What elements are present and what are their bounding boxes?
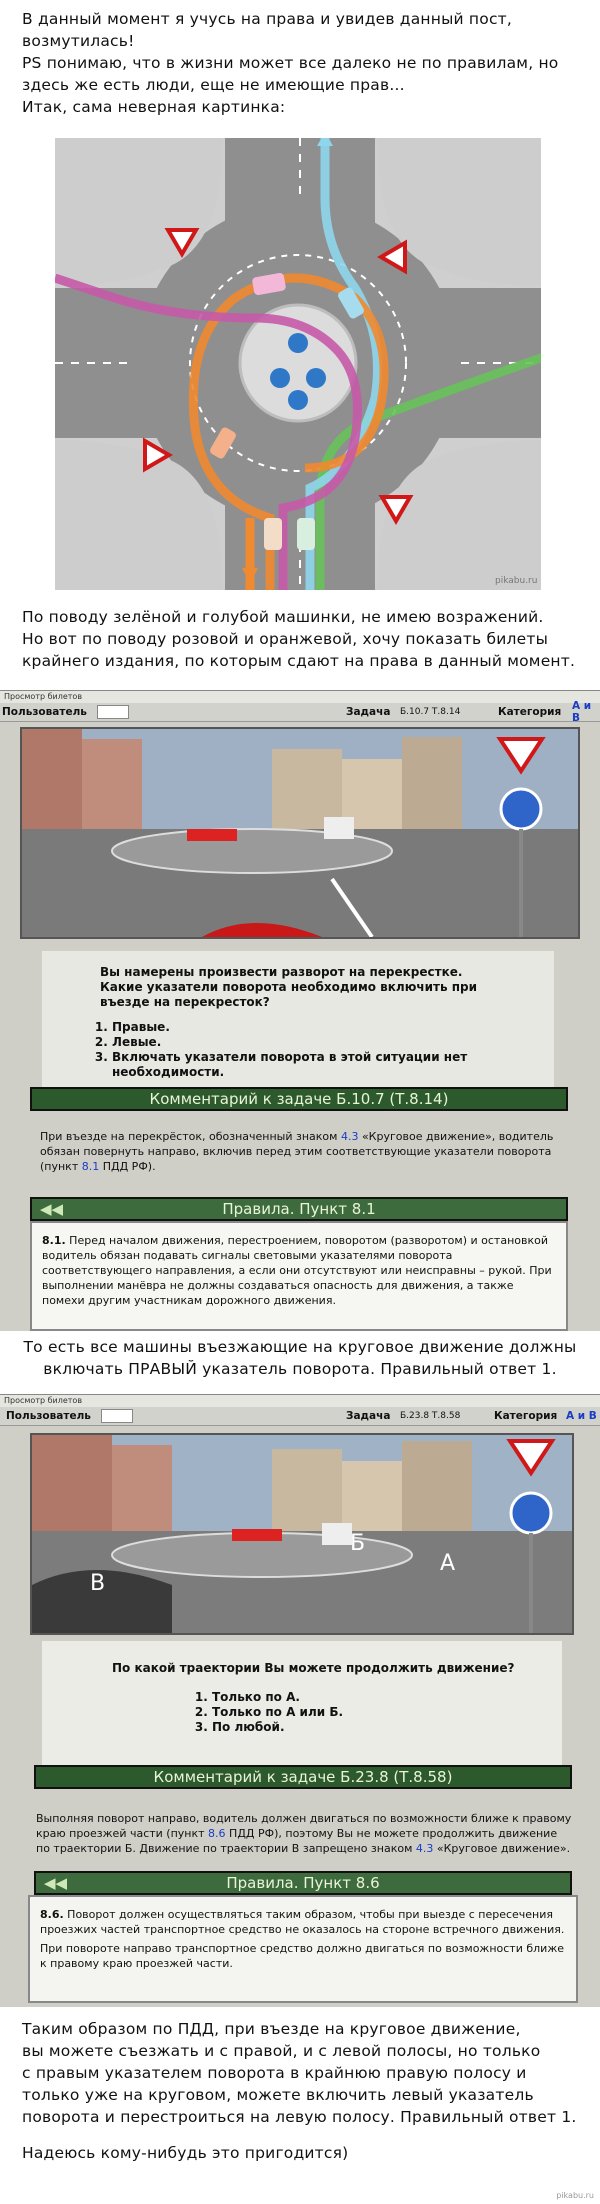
trajectory-label-a: А (440, 1551, 456, 1576)
answers-list (42, 1690, 562, 1735)
question-box-1 (42, 951, 554, 1089)
answers-list (42, 1020, 554, 1080)
intro-line: возмутилась! (22, 32, 135, 50)
text-line: включать ПРАВЫЙ указатель поворота. Правильный ответ 1. (43, 1360, 557, 1378)
trajectory-label-b: Б (350, 1531, 366, 1556)
intro-line: PS понимаю, что в жизни может все далеко не по правилам, но (22, 54, 559, 72)
task-value: Б.23.8 Т.8.58 (400, 1411, 461, 1421)
category-value: А и В (566, 1410, 597, 1422)
intro-line: здесь же есть люди, еще не имеющие прав... (22, 76, 405, 94)
intro-line: Итак, сама неверная картинка: (22, 98, 286, 116)
answer-option[interactable]: 2. Левые. (112, 1035, 554, 1050)
rule-text: Поворот должен осуществляться таким образом, чтобы при выезде с пересечения проезжих частей транспортное средство не оказалось на стороне встречного движения. (40, 1908, 565, 1936)
rule-header-2 (34, 1871, 572, 1895)
roundabout-sign-icon (511, 1493, 551, 1533)
answer-option[interactable]: 3. По любой. (212, 1720, 562, 1735)
question-text: По какой траектории Вы можете продолжить движение? (112, 1661, 515, 1675)
answer-option[interactable]: 1. Только по А. (212, 1690, 562, 1705)
arrow-sign-icon (288, 333, 308, 353)
text-line: То есть все машины въезжающие на круговое движение должны (23, 1338, 577, 1356)
roundabout-diagram (55, 138, 541, 590)
text-line: только уже на круговом, можете включить левый указатель (22, 2086, 534, 2104)
trajectory-label-v: В (90, 1571, 106, 1596)
user-input[interactable] (97, 705, 129, 719)
ticket-window-2 (0, 1394, 600, 2007)
user-label: Пользователь (2, 706, 87, 718)
text-line: поворота и перестроиться на левую полосу. Правильный ответ 1. (22, 2108, 577, 2126)
rule-link[interactable]: 8.1 (81, 1160, 100, 1173)
rule-header-1 (30, 1197, 568, 1221)
rule-title: Правила. Пункт 8.6 (226, 1874, 380, 1892)
sign-link[interactable]: 4.3 (415, 1842, 434, 1855)
comment-header-1: Комментарий к задаче Б.10.7 (Т.8.14) (30, 1087, 568, 1111)
text-line (22, 2128, 592, 2142)
sign-link[interactable]: 4.3 (340, 1130, 359, 1143)
user-label: Пользователь (6, 1410, 91, 1422)
text-line: По поводу зелёной и голубой машинки, не имею возражений. (22, 608, 544, 626)
question-text: Вы намерены произвести разворот на перекрестке. Какие указатели поворота необходимо включить при въезде на перекресток? (100, 965, 478, 1009)
task-label: Задача (346, 1410, 391, 1422)
car-icon (264, 518, 282, 550)
user-input[interactable] (101, 1409, 133, 1423)
text-line: Но вот по поводу розовой и оранжевой, хочу показать билеты (22, 630, 549, 648)
answer-option[interactable]: 1. Правые. (112, 1020, 554, 1035)
rule-title: Правила. Пункт 8.1 (222, 1200, 376, 1218)
arrow-sign-icon (288, 390, 308, 410)
text-line: с правым указателем поворота в крайнюю правую полосу и (22, 2064, 527, 2082)
task-value: Б.10.7 Т.8.14 (400, 707, 461, 717)
ticket-toolbar (0, 1407, 600, 1426)
watermark: pikabu.ru (495, 576, 538, 586)
comment-body-2: Выполняя поворот направо, водитель должен двигаться по возможности ближе к правому краю проезжей части (пункт 8.6 ПДД РФ), поэтому Вы не можете продолжить движение по траектории Б. Движение по траектории В запрещено знаком 4.3 «Круговое движение». (36, 1812, 572, 1855)
category-label: Категория (494, 1410, 558, 1422)
roundabout-sign-icon (501, 789, 541, 829)
category-value: А и В (572, 700, 592, 724)
intro-line: В данный момент я учусь на права и увидев данный пост, (22, 10, 513, 28)
rule-body-1 (30, 1221, 568, 1331)
rule-number: 8.6. (40, 1908, 64, 1921)
answer-option[interactable]: 3. Включать указатели поворота в этой ситуации нет необходимости. (112, 1050, 554, 1080)
rule-number: 8.1. (42, 1234, 66, 1247)
arrow-sign-icon (306, 368, 326, 388)
watermark: pikabu.ru (556, 2191, 594, 2200)
text-line: крайнего издания, по которым сдают на права в данный момент. (22, 652, 576, 670)
arrow-sign-icon (270, 368, 290, 388)
rule-text: При повороте направо транспортное средство должно двигаться по возможности ближе к правому краю проезжей части. (40, 1942, 564, 1970)
answer-option[interactable]: 2. Только по А или Б. (212, 1705, 562, 1720)
text-line: Надеюсь кому-нибудь это пригодится) (22, 2144, 349, 2162)
ticket-window-1 (0, 690, 600, 1331)
car-icon (297, 518, 315, 550)
rule-text: Перед началом движения, перестроением, поворотом (разворотом) и остановкой водитель обязан подавать сигналы световыми указателями поворота соответствующего направления, а если они отсутствуют или неисправны – рукой. При выполнении манёвра не должны создаваться опасность для движения, а также помехи другим участникам дорожного движения. (42, 1234, 552, 1307)
window-title: Просмотр билетов (0, 1395, 600, 1407)
window-title: Просмотр билетов (0, 691, 600, 703)
question-box-2 (42, 1641, 562, 1781)
road-scene-1 (20, 727, 580, 939)
comment-text-1 (22, 606, 582, 672)
comment-text-2 (0, 1336, 600, 1380)
comment-body-1: При въезде на перекрёсток, обозначенный знаком 4.3 «Круговое движение», водитель обязан повернуть направо, включив перед этим соответствующие указатели поворота (пункт 8.1 ПДД РФ). (40, 1130, 554, 1173)
task-label: Задача (346, 706, 391, 718)
category-label: Категория (498, 706, 562, 718)
comment-header-2: Комментарий к задаче Б.23.8 (Т.8.58) (34, 1765, 572, 1789)
text-line: вы можете съезжать и с правой, и с левой полосы, но только (22, 2042, 541, 2060)
ticket-toolbar (0, 700, 600, 724)
intro-text (22, 8, 592, 118)
rule-link[interactable]: 8.6 (208, 1827, 226, 1840)
conclusion-text (22, 2018, 592, 2164)
road-scene-2 (30, 1433, 574, 1635)
back-icon[interactable]: ◀◀ (40, 1200, 64, 1218)
rule-body-2 (28, 1895, 578, 2003)
roundabout-svg (55, 138, 541, 590)
back-icon[interactable]: ◀◀ (44, 1874, 68, 1892)
text-line: Таким образом по ПДД, при въезде на круговое движение, (22, 2020, 521, 2038)
